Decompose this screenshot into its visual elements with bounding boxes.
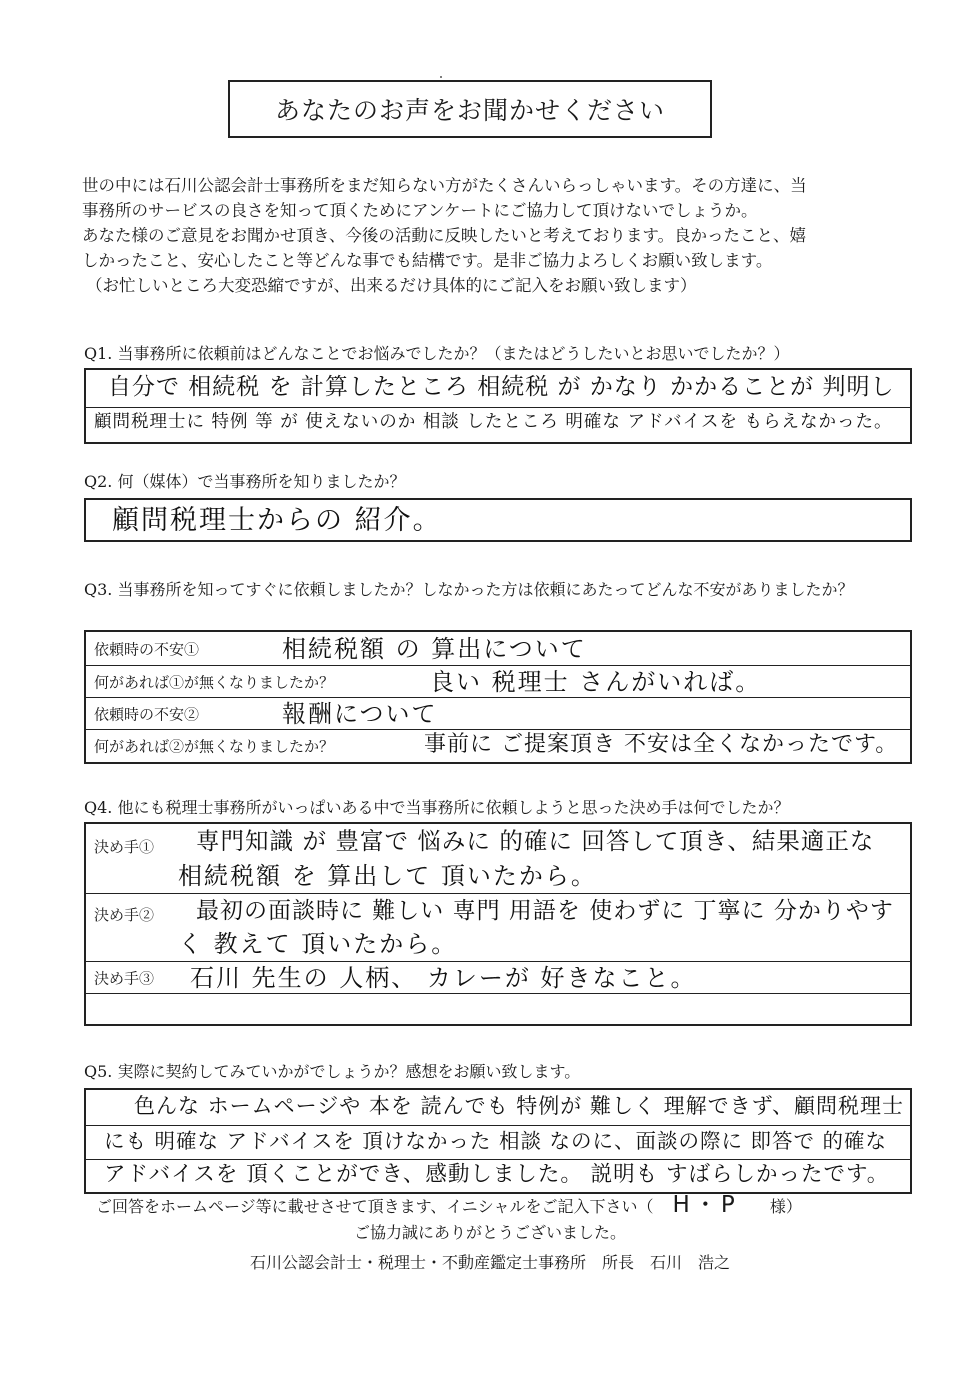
q3-row [86, 730, 910, 762]
q1-answer-line: 顧問税理士に 特例 等 が 使えないのか 相談 したところ 明確な アドバイスを もらえなかった。 [94, 412, 893, 432]
intro-line: しかったこと、安心したこと等どんな事でも結構です。是非ご協力よろしくお願い致します。 [82, 251, 773, 270]
q3-row-label: 何があれば①が無くなりましたか？ [94, 673, 335, 691]
intro-line: （お忙しいところ大変恐縮ですが、出来るだけ具体的にご記入をお願い致します） [86, 276, 697, 295]
q3-row-answer: 良い 税理士 さんがいれば。 [430, 668, 762, 696]
q1-answer-line: 自分で 相続税 を 計算したところ 相続税 が かなり かかることが 判明し [108, 374, 895, 400]
q4-item-label: 決め手② [94, 906, 155, 924]
q4-item-label: 決め手③ [94, 969, 155, 987]
q3-row-answer: 事前に ご提案頂き 不安は全くなかったです。 [424, 732, 899, 757]
q5-question: Q5. 実際に契約してみていかがでしょうか？感想をお願い致します。 [84, 1062, 581, 1081]
q3-row-answer: 相続税額 の 算出について [282, 635, 587, 663]
q4-item-line: 相続税額 を 算出して 頂いたから。 [178, 862, 597, 890]
q4-item-line: 最初の面談時に 難しい 専門 用語を 使わずに 丁寧に 分かりやす [196, 898, 894, 924]
q3-question: Q3. 当事務所を知ってすぐに依頼しましたか？しなかった方は依頼にあたってどんな不安がありましたか？ [84, 580, 854, 599]
q2-question: Q2. 何（媒体）で当事務所を知りましたか？ [84, 472, 406, 491]
q3-answer-box [84, 630, 912, 764]
q5-answer-row [86, 1126, 910, 1160]
q2-answer-line: 顧問税理士からの 紹介。 [112, 505, 442, 536]
q3-row-answer: 報酬について [282, 700, 438, 728]
q5-answer-line: 色んな ホームページや 本を 読んでも 特例が 難しく 理解できず、顧問税理士 [134, 1094, 904, 1118]
q4-item-label: 決め手① [94, 838, 155, 856]
q4-item-blank [86, 994, 910, 1024]
q5-answer-row [86, 1160, 910, 1192]
q3-row [86, 698, 910, 730]
q1-answer-row [86, 370, 910, 408]
q5-answer-line: アドバイスを 頂くことができ、感動しました。 説明も すばらしかったです。 [104, 1162, 890, 1187]
q1-answer-box [84, 368, 912, 444]
thanks-message: ご協力誠にありがとうございました。 [353, 1223, 626, 1242]
q3-row [86, 666, 910, 698]
q5-answer-box [84, 1088, 912, 1194]
publish-consent-text: ご回答をホームページ等に載せさせて頂きます、イニシャルをご記入下さい（ [96, 1197, 654, 1216]
intro-text [82, 173, 922, 298]
office-signature: 石川公認会計士・税理士・不動産鑑定士事務所 所長 石川 浩之 [249, 1253, 730, 1272]
q4-item [86, 894, 910, 962]
q2-answer-box [84, 498, 912, 542]
q4-item [86, 824, 910, 894]
intro-line: 事務所のサービスの良さを知って頂くためにアンケートにご協力して頂けないでしょうか。 [82, 201, 758, 220]
sama-suffix: 様） [769, 1197, 802, 1216]
publish-consent-line [96, 1194, 802, 1218]
q2-answer-row [86, 500, 910, 540]
q4-item-line: 専門知識 が 豊富で 悩みに 的確に 回答して頂き、結果適正な [196, 827, 875, 855]
initials-entry: H・P [672, 1192, 739, 1218]
q3-row-label: 依頼時の不安① [94, 640, 200, 658]
q4-item [86, 962, 910, 994]
q1-question: Q1. 当事務所に依頼前はどんなことでお悩みでしたか？（またはどうしたいとお思いでしたか？） [84, 344, 790, 363]
q3-row-label: 依頼時の不安② [94, 705, 200, 723]
page-title [228, 80, 712, 138]
q4-item-line: く 教えて 頂いたから。 [178, 930, 458, 958]
q5-answer-line: にも 明確な アドバイスを 頂けなかった 相談 なのに、面談の際に 即答で 的確な [104, 1129, 887, 1153]
q5-answer-row [86, 1090, 910, 1126]
page-title-text: あなたのお声をお聞かせください [274, 96, 665, 125]
q1-answer-row [86, 408, 910, 444]
q4-item-line: 石川 先生の 人柄、 カレーが 好きなこと。 [190, 964, 697, 992]
q3-row [86, 632, 910, 666]
scan-speck [440, 76, 442, 78]
q4-answer-box [84, 822, 912, 1026]
intro-line: 世の中には石川公認会計士事務所をまだ知らない方がたくさんいらっしゃいます。その方達に、当 [82, 176, 807, 195]
intro-line: あなた様のご意見をお聞かせ頂き、今後の活動に反映したいと考えております。良かったこと、嬉 [82, 226, 807, 245]
q4-question: Q4. 他にも税理士事務所がいっぱいある中で当事務所に依頼しようと思った決め手は何でしたか？ [84, 798, 790, 817]
q3-row-label: 何があれば②が無くなりましたか？ [94, 737, 335, 756]
